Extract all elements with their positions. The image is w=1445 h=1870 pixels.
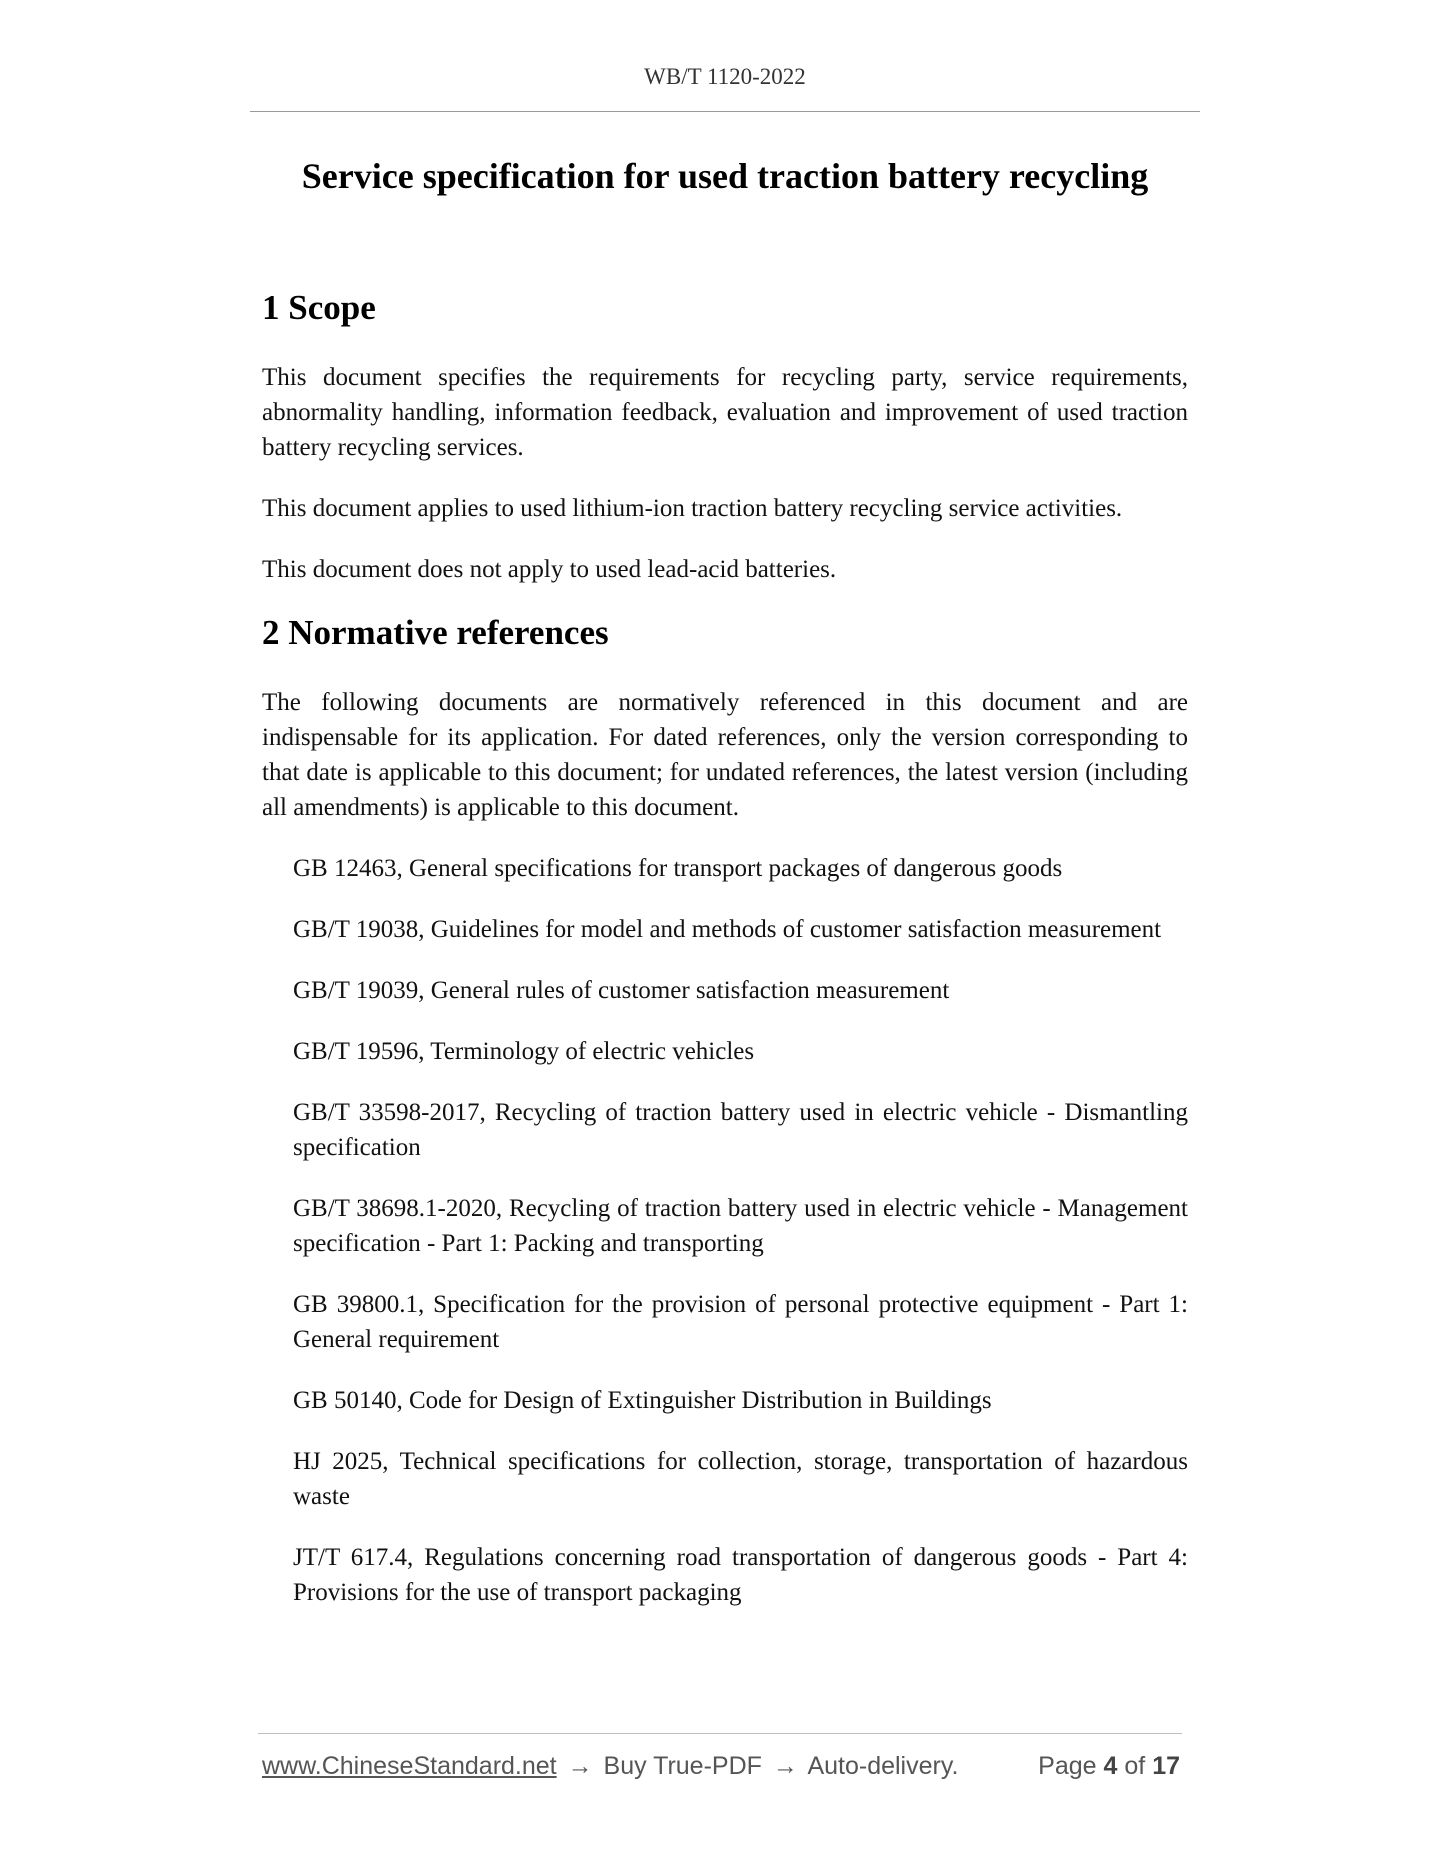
reference-item: GB 50140, Code for Design of Extinguisher Distribution in Buildings [293, 1387, 992, 1414]
reference-item: GB/T 19596, Terminology of electric vehicles [293, 1038, 755, 1065]
reference-item: HJ 2025, Technical specifications for collection, storage, transportation of hazardous waste [293, 1448, 1188, 1510]
page-current: 4 [1103, 1752, 1118, 1780]
running-header: WB/T 1120-2022 [644, 64, 806, 89]
document-body [262, 288, 1188, 1636]
header-divider [250, 111, 1200, 112]
reference-item: JT/T 617.4, Regulations concerning road transportation of dangerous goods - Part 4: Provisions for the use of transport packaging [293, 1544, 1188, 1606]
reference-item: GB 39800.1, Specification for the provision of personal protective equipment - Part 1: General requirement [293, 1291, 1188, 1353]
reference-item: GB/T 19038, Guidelines for model and methods of customer satisfaction measurement [293, 916, 1162, 943]
footer-divider [258, 1733, 1182, 1734]
arrow-right-icon: → [567, 1752, 593, 1780]
auto-delivery-text: Auto-delivery. [807, 1752, 959, 1780]
document-title: Service specification for used traction battery recycling [301, 156, 1149, 196]
reference-item: GB/T 19039, General rules of customer satisfaction measurement [293, 977, 950, 1004]
reference-item: GB 12463, General specifications for transport packages of dangerous goods [293, 855, 1063, 882]
page-total: 17 [1152, 1752, 1180, 1780]
section-heading-normative-references: 2 Normative references [262, 613, 609, 652]
section-heading-scope: 1 Scope [262, 288, 376, 327]
page-label: Page [1038, 1752, 1097, 1780]
page-of-label: of [1124, 1752, 1146, 1780]
reference-item: GB/T 38698.1-2020, Recycling of traction battery used in electric vehicle - Management specification - Part 1: Packing and transporting [293, 1195, 1188, 1257]
scope-paragraph: This document applies to used lithium-ion traction battery recycling service activities. [262, 495, 1123, 522]
scope-paragraph: This document specifies the requirements for recycling party, service requirements, abnormality handling, information feedback, evaluation and improvement of used traction battery recycling services. [262, 364, 1188, 461]
scope-paragraph: This document does not apply to used lead-acid batteries. [262, 556, 837, 583]
site-link[interactable]: www.ChineseStandard.net [262, 1752, 557, 1780]
page-number [1038, 1752, 1180, 1781]
reference-item: GB/T 33598-2017, Recycling of traction battery used in electric vehicle - Dismantling specification [293, 1099, 1188, 1161]
arrow-right-icon: → [772, 1752, 798, 1780]
buy-true-pdf-text: Buy True-PDF [603, 1752, 762, 1780]
normative-intro-paragraph: The following documents are normatively referenced in this document and are indispensable for its application. For dated references, only the version corresponding to that date is applicable to this document; for undated references, the latest version (including all amendments) is applicable to this document. [262, 689, 1188, 821]
footer-promo [262, 1752, 958, 1781]
